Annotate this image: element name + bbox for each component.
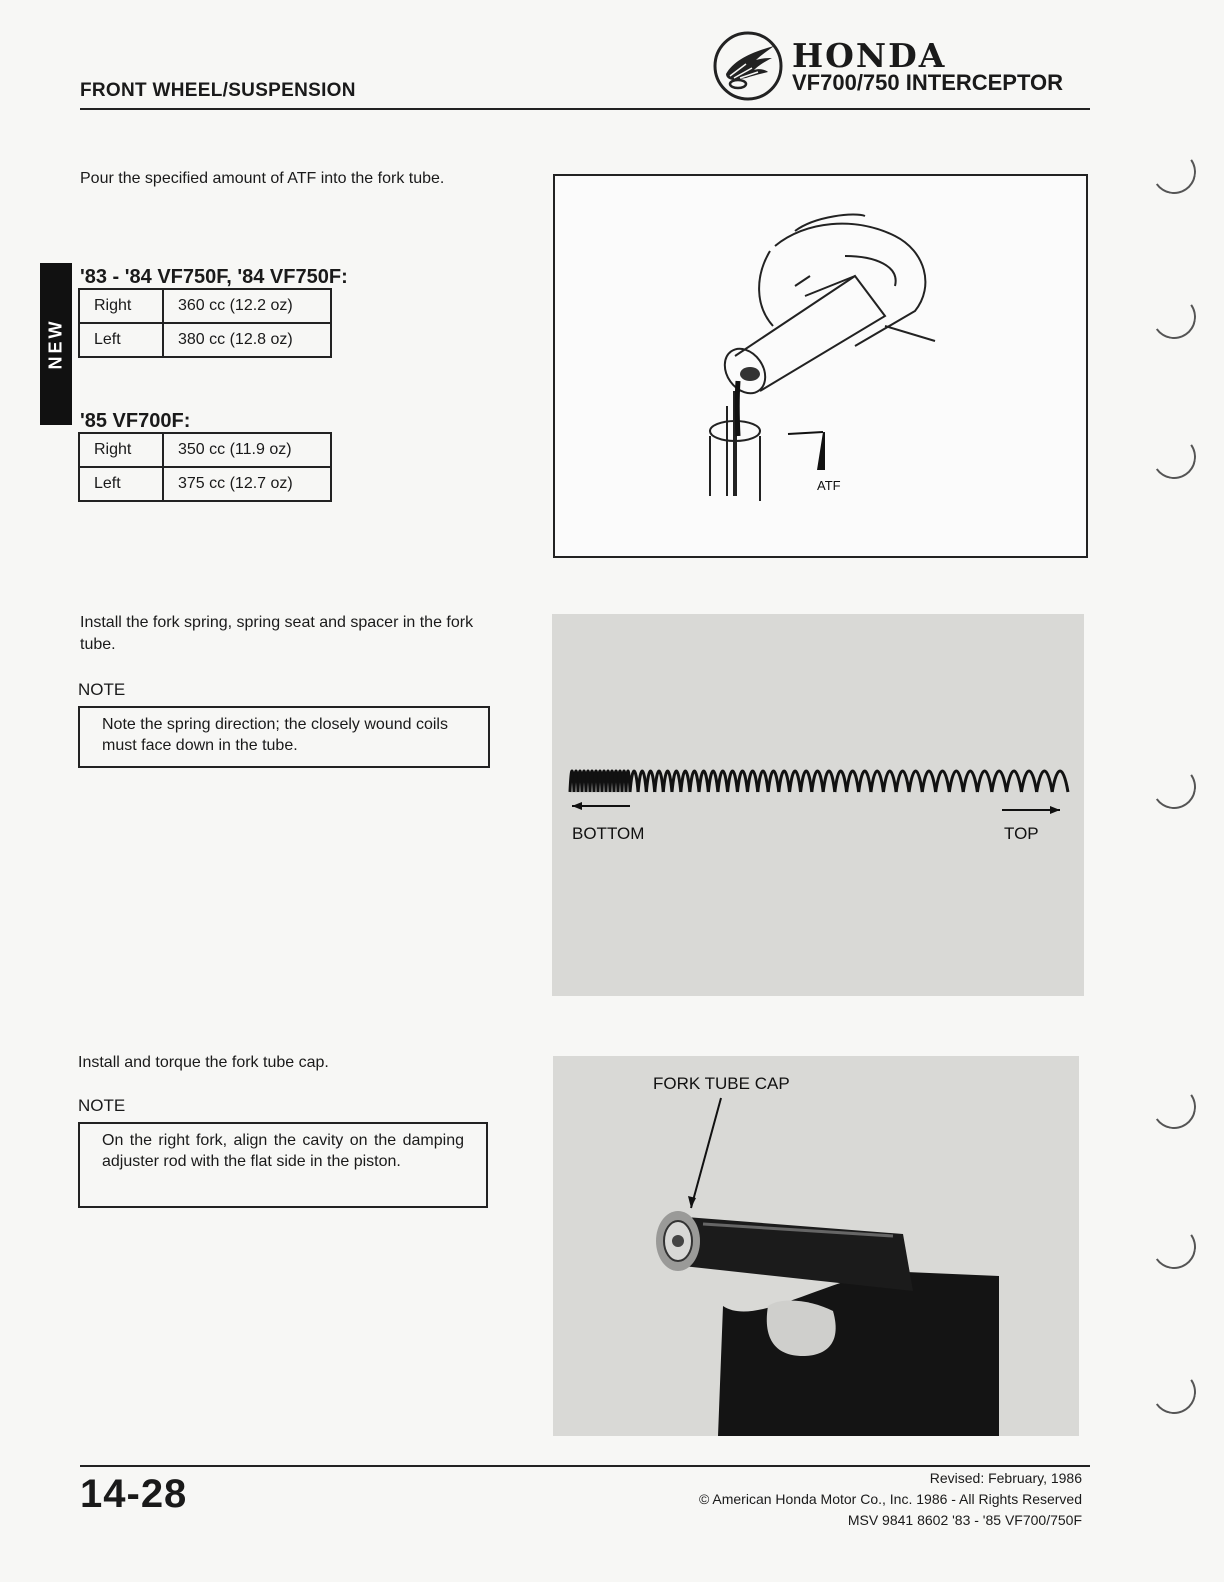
note-label: NOTE [78,1096,126,1115]
binder-hole [1149,1222,1200,1273]
spring-coil [859,771,871,792]
spring-coil [801,771,812,792]
spring-coil [663,771,672,792]
spring-coil [790,771,801,792]
note-label: NOTE [78,680,126,699]
spring-coil [963,771,977,792]
header-rule [80,108,1090,110]
bottom-label: BOTTOM [572,824,645,843]
spring-coil [883,771,896,792]
doc-code: MSV 9841 8602 '83 - '85 VF700/750F [847,1512,1082,1528]
spring-coil [1021,771,1036,792]
spring-coil [835,771,847,792]
fork-tube-cap-label: FORK TUBE CAP [653,1074,790,1093]
spec-amount: 360 cc (12.2 oz) [163,289,331,323]
spring-coil [922,771,935,792]
copyright: © American Honda Motor Co., Inc. 1986 - All Rights Reserved [698,1491,1082,1507]
figure-pour-atf [553,174,1088,558]
model-name: VF700/750 INTERCEPTOR [792,70,1064,95]
spec-table-a [78,288,332,358]
spring-coil [977,771,991,792]
spring-coil [909,771,922,792]
note-box: On the right fork, align the cavity on the damping adjuster rod with the flat side in the piston. [78,1122,488,1208]
spring-coil [1052,771,1068,792]
note-box: Note the spring direction; the closely wound coils must face down in the tube. [78,706,490,768]
figure-spring-photo [552,614,1084,996]
binder-hole [1149,292,1200,343]
new-tab-label: NEW [45,318,66,370]
spring-coil [779,771,790,792]
spring-coil [1006,771,1021,792]
spring-coil [690,771,699,792]
spring-coil [672,771,681,792]
spring-coil [681,771,690,792]
binder-hole [1149,762,1200,813]
spring-coil [847,771,859,792]
spring-coil [630,771,638,792]
step1-text: Pour the specified amount of ATF into the fork tube. [80,170,445,187]
spring-image [552,614,1084,996]
spec-side: Left [79,323,163,357]
binder-hole [1149,1082,1200,1133]
spring-coil [638,771,646,792]
step2-text: Install the fork spring, spring seat and spacer in the fork tube. [80,614,474,653]
spring-coil [992,771,1007,792]
top-label: TOP [1004,824,1039,843]
spring-coil [812,771,823,792]
spring-coil [871,771,883,792]
table-row [79,433,331,467]
spring-coil [1037,771,1053,792]
spring-coil [646,771,654,792]
spring-coil [768,771,779,792]
table-row [79,289,331,323]
spring-coil [728,771,738,792]
fork-cap-image [553,1056,1079,1436]
spring-coil [748,771,758,792]
revised-date: Revised: February, 1986 [929,1470,1082,1486]
spec-heading-b: '85 VF700F: [80,410,191,432]
new-tab [40,263,72,425]
spring-coil [737,771,747,792]
section-title: FRONT WHEEL/SUSPENSION [80,80,356,101]
spec-table-b [78,432,332,502]
spring-coil [708,771,718,792]
binder-hole [1149,147,1200,198]
figure-fork-cap-photo [553,1056,1079,1436]
spring-coil [699,771,708,792]
spring-coil [655,771,664,792]
table-row [79,467,331,501]
spec-side: Left [79,467,163,501]
footer-rule [80,1465,1090,1467]
brand-name: HONDA [792,36,947,75]
honda-wing-logo-icon [712,30,784,102]
spec-side: Right [79,289,163,323]
spec-side: Right [79,433,163,467]
binder-hole [1149,1367,1200,1418]
pour-illustration [555,176,1086,556]
spring-coil [718,771,728,792]
page-number: 14-28 [80,1472,188,1516]
spec-heading-a: '83 - '84 VF750F, '84 VF750F: [80,266,348,288]
table-row [79,323,331,357]
spec-amount: 375 cc (12.7 oz) [163,467,331,501]
spring-coil [758,771,768,792]
step3-text: Install and torque the fork tube cap. [78,1054,329,1071]
spring-coil [936,771,950,792]
spec-amount: 380 cc (12.8 oz) [163,323,331,357]
binder-hole [1149,432,1200,483]
atf-label: ATF [817,478,841,493]
spring-coil [823,771,835,792]
spring-coil [949,771,963,792]
spec-amount: 350 cc (11.9 oz) [163,433,331,467]
spring-coil [896,771,909,792]
